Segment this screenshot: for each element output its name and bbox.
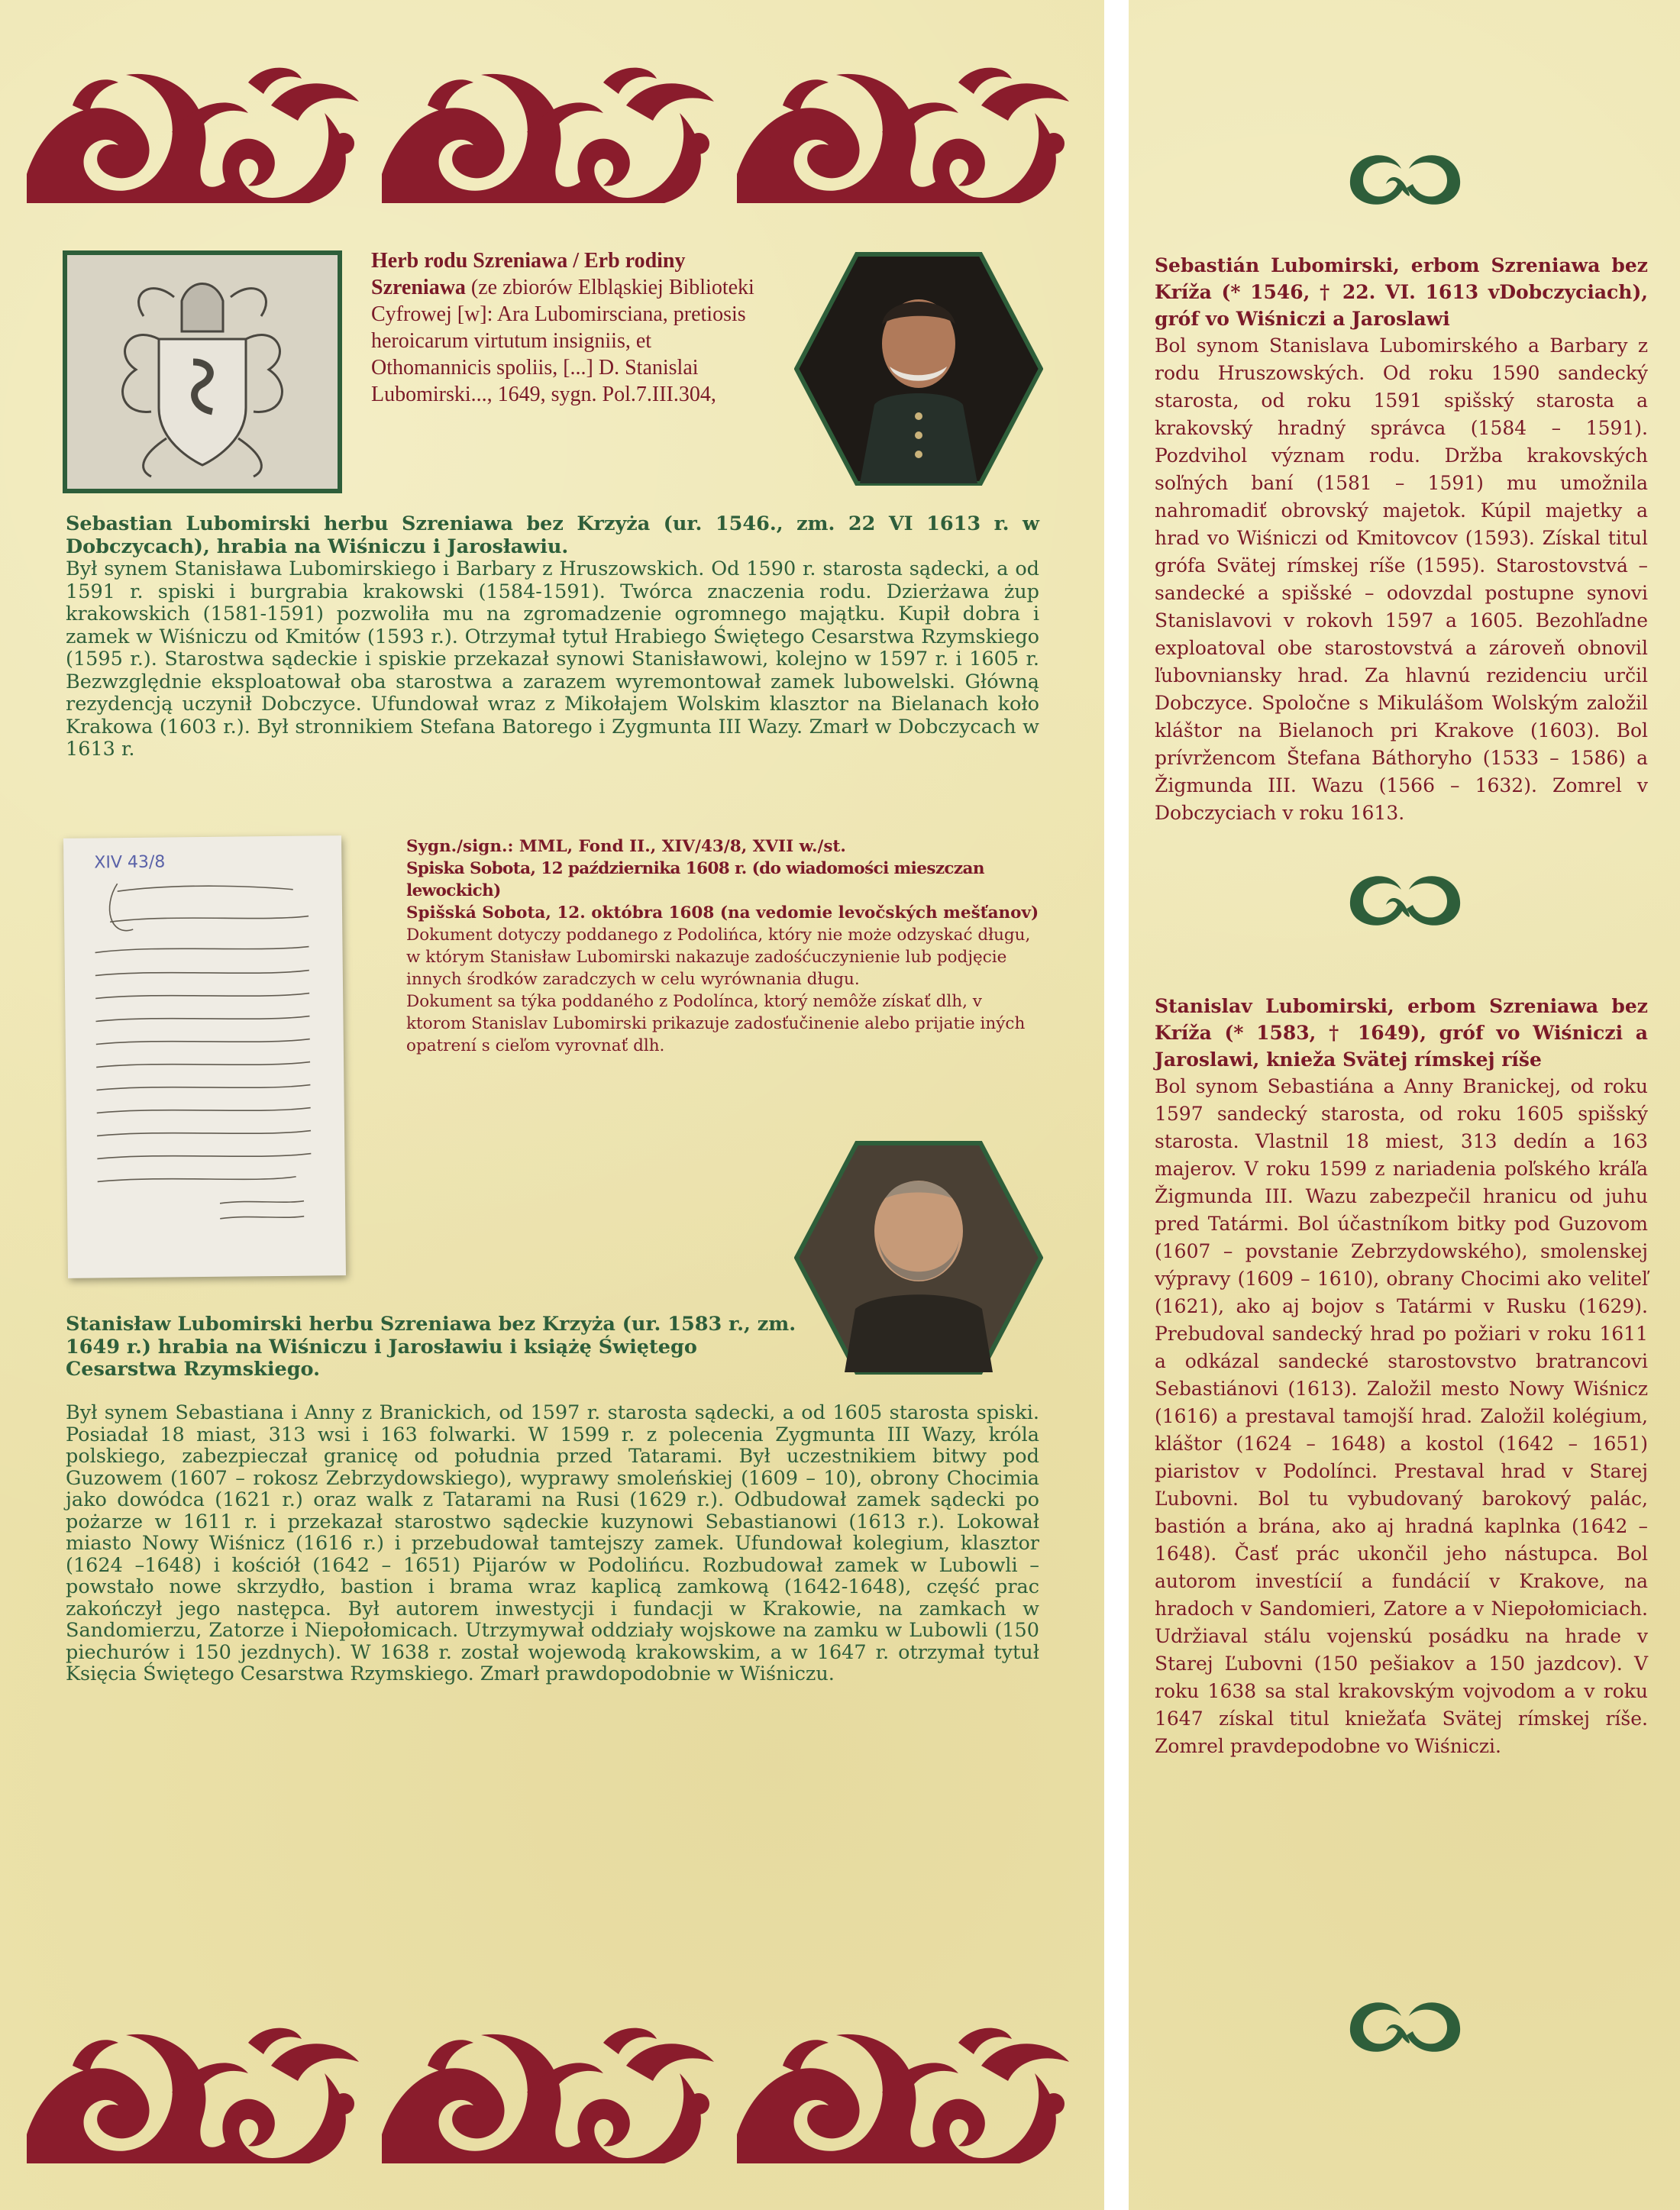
stanislav-sk-body: Bol synom Sebastiána a Anny Branickej, od roku 1597 sandecký starosta, od roku 1605 spišský starosta. Vlastnil 18 miest, 313 dedín a 163 majerov. V roku 1599 z nariadenia poľského kráľa Žigmunda III. Wazu zabezpečil hranicu od juhu pred Tatármi. Bol účastníkom bitky pod Guzovom (1607 – povstanie Zebrzydowského), smolenskej výpravy (1609 – 1610), obrany Chocimi ako veliteľ (1621), ako aj bojov s Tatármi v Rusku (1629). Prebudoval sandecký hrad po požiari v roku 1611 a odkázal sandecké starostovstvo bratrancovi Sebastiánovi (1613). Založil mesto Nowy Wiśnicz (1616) a prestaval tamojší hrad. Založil kolégium, kláštor (1624 – 1648) a kostol (1642 – 1651) piaristov v Podolínci. Prestaval hrad v Starej Ľubovni. Bol tu vybudovaný barokový palác, bastión a brána, ako aj hradná kaplnka (1642 – 1648). Časť prác ukončil jeho nástupca. Bol autorom investícií a fundácií v Krakove, na hradoch v Sandomieri, Zatore a v Niepołomiciach. Udržiaval stálu vojenskú posádku na hrade v Starej Ľubovni (150 pešiakov a 150 jazdcov). V roku 1638 sa stal krakovským vojvodom a v roku 1647 získal titul kniežaťa Svätej rímskej ríše. Zomrel pravdepodobne vo Wiśniczi. [1155,1075,1648,1757]
document-date-pl: Spiska Sobota, 12 października 1608 r. (do wiadomości mieszczan lewockich) [406,859,984,900]
stanislaw-pl-heading: Stanisław Lubomirski herbu Szreniawa bez Krzyża (ur. 1583 r., zm. 1649 r.) hrabia na Wiśniczu i Jarosławiu i książę Świętego Cesarstwa Rzymskiego. [66,1313,796,1381]
sebastian-pl-heading: Sebastian Lubomirski herbu Szreniawa bez Krzyża (ur. 1546., zm. 22 VI 1613 r. w Dobczycach), hrabia na Wiśniczu i Jarosławiu. [66,512,1039,558]
sebastian-pl-block [66,513,1039,761]
floral-ornament-top [19,60,1088,205]
swirl-motif-icon [1344,863,1466,939]
stanislav-sk-block [1155,993,1648,1760]
sebastian-sk-heading: Sebastián Lubomirski, erbom Szreniawa bez Kríža (* 1546, † 22. VI. 1613 vDobczyciach), gróf vo Wiśniczi a Jaroslawi [1155,254,1648,330]
document-text-sk: Dokument sa týka poddaného z Podolínca, ktorý nemôže získať dlh, v ktorom Stanislav Lubomirski prikazuje zadosťučinenie alebo prijatie iných opatrení s cieľom vyrovnať dlh. [406,992,1026,1055]
sebastian-pl-body: Był synem Stanisława Lubomirskiego i Barbary z Hruszowskich. Od 1590 r. starosta sądecki, a od 1591 r. spiski i burgrabia krakowski (1584-1591). Twórca znaczenia rodu. Dzierżawa żup krakowskich (1581-1591) pozwoliła mu na zgromadzenie ogromnego majątku. Kupił dobra i zamek w Wiśniczu od Kmitów (1593 r.). Otrzymał tytuł Hrabiego Świętego Cesarstwa Rzymskiego (1595 r.). Starostwa sądeckie i spiskie przekazał synowi Stanisławowi, kolejno w 1597 r. i 1605 r. Bezwzględnie eksploatował oba starostwa a zarazem wyremontował zamek lubowelski. Główną rezydencją uczynił Dobczyce. Ufundował wraz z Mikołajem Wolskim klasztor na Bielanach koło Krakowa (1603 r.). Był stronnikiem Stefana Batorego i Zygmunta III Wazy. Zmarł w Dobczycach w 1613 r. [66,557,1039,761]
floral-ornament-bottom [19,2020,1088,2165]
herb-caption-body: (ze zbiorów Elbląskiej Biblioteki Cyfrowej [w]: Ara Lubomirsciana, pretiosis heroicarum virtutum insigniis, et Othomannicis spoliis, [...] D. Stanislai Lubomirski..., 1649, sygn. Pol.7.III.304, [371,276,754,406]
handwriting-icon [63,835,346,1278]
portrait-stanislaw [794,1141,1043,1375]
manuscript-label: XIV 43/8 [94,852,166,873]
document-caption [406,835,1040,1057]
herb-caption-title: Herb rodu Szreniawa / Erb rodiny Szreniawa [371,249,686,299]
manuscript-image [63,835,346,1278]
sebastian-sk-body: Bol synom Stanislava Lubomirského a Barbary z rodu Hruszowských. Od roku 1590 sandecký starosta, od roku 1591 spišský starosta a krakovský hradný správca (1584 – 1591). Pozdvihol význam rodu. Držba krakovských soľných baní (1581 – 1591) mu umožnila nahromadiť obrovský majetok. Kúpil majetky a hrad vo Wiśniczi od Kmitovcov (1593). Získal titul grófa Svätej rímskej ríše (1595). Starostovstvá – sandecké a spišské – odovzdal postupne synovi Stanislavovi v rokovh 1597 a 1605. Bezohľadne exploatoval obe starostovstvá a zároveň obnovil ľubovniansky hrad. Za hlavnú rezidenciu určil Dobczyce. Spoločne s Mikulášom Wolským založil kláštor na Bielanoch pri Krakove (1603). Bol prívržencom Štefana Báthoryho (1533 – 1586) a Žigmunda III. Wazu (1566 – 1632). Zomrel v Dobczyciach v roku 1613. [1155,334,1648,824]
stanislaw-pl-body: Był synem Sebastiana i Anny z Branickich, od 1597 r. starosta sądecki, a od 1605 starosta spiski. Posiadał 18 miast, 313 wsi i 163 folwarki. W 1599 r. z polecenia Zygmunta III Wazy, króla polskiego, zabezpieczał granicę od południa przed Tatarami. Był uczestnikiem bitwy pod Guzowem (1607 – rokosz Zebrzydowskiego), wyprawy smoleńskiej (1609 – 10), obrony Chocimia jako dowódca (1621 r.) oraz walk z Tatarami na Rusi (1629 r.). Odbudował zamek sądecki po pożarze w 1611 r. i przekazał starostwo sądeckie kuzynowi Sebastianowi (1613 r.). Lokował miasto Nowy Wiśnicz (1616 r.) i przebudował tamtejszy zamek. Ufundował kolegium, klasztor (1624 –1648) i kościół (1642 – 1651) Pijarów w Podolińcu. Rozbudował zamek w Lubowli – powstało nowe skrzydło, bastion i brama wraz kaplicą zamkową (1642-1648), część prac zakończył jego następca. Był autorem inwestycji i fundacji w Krakowie, na zamkach w Sandomierzu, Zatorze i Niepołomicach. Utrzymywał oddziały wojskowe na zamku w Lubowli (150 piechurów i 150 jezdnych). W 1638 r. został wojewodą krakowskim, a w 1647 r. otrzymał tytuł Księcia Świętego Cesarstwa Rzymskiego. Zmarł prawdopodobnie w Wiśniczu. [66,1401,1039,1685]
document-signature: Sygn./sign.: MML, Fond II., XIV/43/8, XVII w./st. [406,837,846,856]
portrait-sebastian [794,252,1043,486]
coat-of-arms-image [63,250,342,493]
document-text-pl: Dokument dotyczy poddanego z Podolińca, który nie może odzyskać długu, w którym Stanisław Lubomirski nakazuje zadośćuczynienie lub podjęcie innych środków zaradczych w celu wyrównania długu. [406,926,1031,989]
herb-caption [371,247,768,408]
stanislav-sk-heading: Stanislav Lubomirski, erbom Szreniawa bez Kríža (* 1583, † 1649), gróf vo Wiśniczi a Jaroslawi, knieža Svätej rímskej ríše [1155,995,1648,1071]
swirl-motif-icon [1344,142,1466,218]
swirl-motif-icon [1344,1989,1466,2066]
sebastian-sk-block [1155,252,1648,827]
document-date-sk: Spišská Sobota, 12. októbra 1608 (na vedomie levočských mešťanov) [406,903,1039,922]
shield-icon [67,255,338,489]
